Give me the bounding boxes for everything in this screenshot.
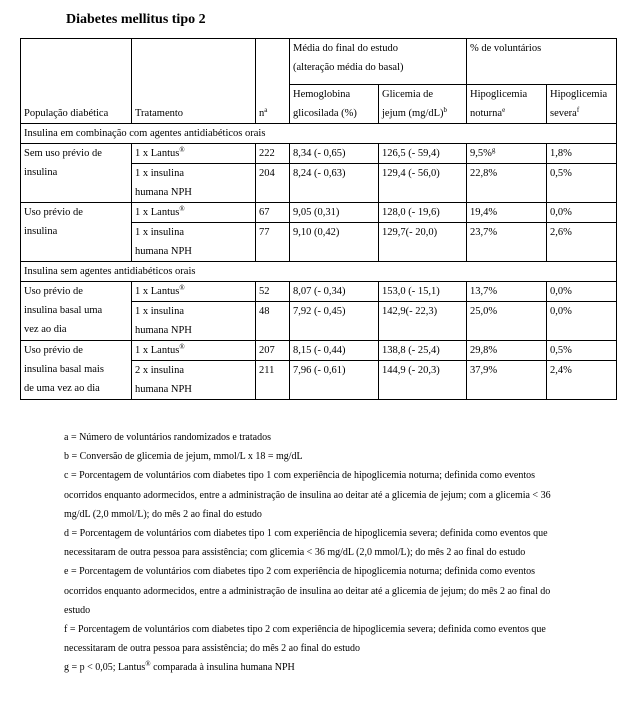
population-line: Sem uso prévio de bbox=[24, 148, 102, 159]
gl-cell: 138,8 (- 25,4) bbox=[379, 341, 467, 361]
population-line: insulina bbox=[24, 167, 58, 178]
hb-cell: 8,34 (- 0,65) bbox=[290, 144, 379, 164]
n-cell: 77 bbox=[256, 223, 290, 262]
footnotes bbox=[64, 428, 574, 678]
header-n bbox=[256, 39, 290, 124]
gl-cell: 129,4 (- 56,0) bbox=[379, 164, 467, 203]
registered-mark: ® bbox=[179, 146, 185, 154]
hn-cell bbox=[467, 144, 547, 164]
treatment-line: 1 x Lantus bbox=[135, 148, 180, 159]
header-trat: Tratamento bbox=[132, 39, 256, 124]
hn-value: 22,8% bbox=[470, 168, 498, 179]
treatment-line: humana NPH bbox=[135, 325, 192, 336]
section-label: Insulina sem agentes antidiabéticos orais bbox=[21, 262, 617, 282]
treatment-line: 1 x Lantus bbox=[135, 207, 180, 218]
header-hn-l2: noturna bbox=[470, 108, 503, 119]
hs-cell: 2,4% bbox=[547, 361, 617, 400]
header-gl bbox=[379, 85, 467, 124]
hn-cell bbox=[467, 361, 547, 400]
population-line: de uma vez ao dia bbox=[24, 383, 100, 394]
footnote-g-sup: ® bbox=[145, 660, 151, 669]
hb-cell: 9,05 (0,31) bbox=[290, 203, 379, 223]
hb-cell: 8,24 (- 0,63) bbox=[290, 164, 379, 203]
header-hn-sup: e bbox=[502, 106, 506, 114]
header-vol: % de voluntários bbox=[467, 39, 617, 85]
section-row bbox=[21, 124, 617, 144]
n-cell: 204 bbox=[256, 164, 290, 203]
header-hn-l1: Hipoglicemia bbox=[470, 89, 528, 100]
header-row bbox=[21, 39, 617, 85]
hb-cell: 7,92 (- 0,45) bbox=[290, 302, 379, 341]
header-gl-sup: b bbox=[443, 106, 448, 114]
results-table bbox=[20, 38, 617, 400]
footnote: d = Porcentagem de voluntários com diabetes tipo 1 com experiência de hipoglicemia severa; definida como eventos que necessitaram de outra pessoa para assistência; com glicemia < 36 mg/dL (2,0 mmol/L); do mês 2 ao final do estudo bbox=[64, 528, 548, 559]
hn-cell bbox=[467, 302, 547, 341]
header-pop: População diabética bbox=[21, 39, 132, 124]
header-media-l1: Média do final do estudo bbox=[293, 43, 398, 54]
population-line: insulina basal mais bbox=[24, 364, 104, 375]
table-row bbox=[21, 282, 617, 302]
footnote: c = Porcentagem de voluntários com diabetes tipo 1 com experiência de hipoglicemia noturna; definida como eventos ocorridos enquanto adormecidos, entre a administração de insulina ao deitar até a glicemia de jejum; com a glicemia < 36 mg/dL (2,0 mmol/L); do mês 2 ao final do estudo bbox=[64, 470, 551, 520]
hb-cell: 8,15 (- 0,44) bbox=[290, 341, 379, 361]
hs-cell: 1,8% bbox=[547, 144, 617, 164]
hn-value: 13,7% bbox=[470, 286, 498, 297]
registered-mark: ® bbox=[179, 343, 185, 351]
hn-cell bbox=[467, 282, 547, 302]
header-hb-l2: glicosilada (%) bbox=[293, 108, 357, 119]
treatment-cell bbox=[132, 302, 256, 341]
n-cell: 207 bbox=[256, 341, 290, 361]
treatment-cell bbox=[132, 282, 256, 302]
treatment-line: humana NPH bbox=[135, 384, 192, 395]
registered-mark: ® bbox=[179, 205, 185, 213]
table-row bbox=[21, 203, 617, 223]
footnote-g-pre: g = p < 0,05; Lantus bbox=[64, 662, 146, 674]
gl-cell: 142,9(- 22,3) bbox=[379, 302, 467, 341]
hn-cell bbox=[467, 341, 547, 361]
hn-value: 29,8% bbox=[470, 345, 498, 356]
hn-cell bbox=[467, 223, 547, 262]
treatment-cell bbox=[132, 164, 256, 203]
section-label: Insulina em combinação com agentes antidiabéticos orais bbox=[21, 124, 617, 144]
header-hs-sup: f bbox=[576, 106, 580, 114]
table-row bbox=[21, 341, 617, 361]
gl-cell: 126,5 (- 59,4) bbox=[379, 144, 467, 164]
hb-cell: 7,96 (- 0,61) bbox=[290, 361, 379, 400]
header-hs-l2: severa bbox=[550, 108, 577, 119]
gl-cell: 153,0 (- 15,1) bbox=[379, 282, 467, 302]
population-line: Uso prévio de bbox=[24, 207, 83, 218]
hb-cell: 8,07 (- 0,34) bbox=[290, 282, 379, 302]
treatment-line: 1 x Lantus bbox=[135, 345, 180, 356]
hn-value: 37,9% bbox=[470, 365, 498, 376]
registered-mark: ® bbox=[179, 284, 185, 292]
n-cell: 48 bbox=[256, 302, 290, 341]
header-n-text: n bbox=[259, 108, 265, 119]
population-cell bbox=[21, 282, 132, 341]
page-title: Diabetes mellitus tipo 2 bbox=[66, 12, 206, 27]
population-cell bbox=[21, 144, 132, 203]
footnote-g bbox=[64, 658, 574, 677]
footnote: a = Número de voluntários randomizados e tratados bbox=[64, 432, 271, 443]
hn-cell bbox=[467, 203, 547, 223]
footnote-g-post: comparada à insulina humana NPH bbox=[150, 662, 295, 674]
hs-cell: 0,0% bbox=[547, 282, 617, 302]
header-n-sup: a bbox=[264, 106, 268, 114]
hs-cell: 0,0% bbox=[547, 302, 617, 341]
treatment-line: 1 x insulina bbox=[135, 168, 184, 179]
hn-sup: g bbox=[491, 146, 496, 154]
footnote: b = Conversão de glicemia de jejum, mmol/L x 18 = mg/dL bbox=[64, 451, 303, 463]
treatment-cell bbox=[132, 341, 256, 361]
hb-cell: 9,10 (0,42) bbox=[290, 223, 379, 262]
n-cell: 52 bbox=[256, 282, 290, 302]
treatment-cell bbox=[132, 144, 256, 164]
header-gl-l1: Glicemia de bbox=[382, 89, 434, 100]
hs-cell: 2,6% bbox=[547, 223, 617, 262]
treatment-cell bbox=[132, 361, 256, 400]
treatment-cell bbox=[132, 203, 256, 223]
hs-cell: 0,0% bbox=[547, 203, 617, 223]
treatment-cell bbox=[132, 223, 256, 262]
treatment-line: 1 x insulina bbox=[135, 227, 184, 238]
treatment-line: 1 x Lantus bbox=[135, 286, 180, 297]
header-hb-l1: Hemoglobina bbox=[293, 89, 351, 100]
n-cell: 211 bbox=[256, 361, 290, 400]
section-row bbox=[21, 262, 617, 282]
hn-value: 25,0% bbox=[470, 306, 498, 317]
header-media-l2: (alteração média do basal) bbox=[293, 62, 404, 73]
header-hb bbox=[290, 85, 379, 124]
population-line: insulina bbox=[24, 226, 58, 237]
n-cell: 222 bbox=[256, 144, 290, 164]
footnote: f = Porcentagem de voluntários com diabetes tipo 2 com experiência de hipoglicemia severa; definida como eventos que necessitaram de outra pessoa para assistência; do mês 2 ao final do estudo bbox=[64, 624, 546, 655]
treatment-line: 1 x insulina bbox=[135, 306, 184, 317]
gl-cell: 128,0 (- 19,6) bbox=[379, 203, 467, 223]
treatment-line: humana NPH bbox=[135, 246, 192, 257]
hn-cell bbox=[467, 164, 547, 203]
n-cell: 67 bbox=[256, 203, 290, 223]
header-hs-l1: Hipoglicemia bbox=[550, 89, 608, 100]
header-hn bbox=[467, 85, 547, 124]
treatment-line: 2 x insulina bbox=[135, 365, 184, 376]
gl-cell: 144,9 (- 20,3) bbox=[379, 361, 467, 400]
population-line: insulina basal uma bbox=[24, 305, 103, 316]
header-hs bbox=[547, 85, 617, 124]
header-media bbox=[290, 39, 467, 85]
hn-value: 9,5% bbox=[470, 148, 492, 159]
table-row bbox=[21, 144, 617, 164]
population-line: Uso prévio de bbox=[24, 286, 83, 297]
hn-value: 19,4% bbox=[470, 207, 498, 218]
population-line: Uso prévio de bbox=[24, 345, 83, 356]
population-cell bbox=[21, 203, 132, 262]
population-cell bbox=[21, 341, 132, 400]
population-line: vez ao dia bbox=[24, 324, 67, 335]
hs-cell: 0,5% bbox=[547, 164, 617, 203]
header-gl-l2: jejum (mg/dL) bbox=[382, 108, 444, 119]
gl-cell: 129,7(- 20,0) bbox=[379, 223, 467, 262]
hs-cell: 0,5% bbox=[547, 341, 617, 361]
treatment-line: humana NPH bbox=[135, 187, 192, 198]
footnote: e = Porcentagem de voluntários com diabetes tipo 2 com experiência de hipoglicemia noturna; definida como eventos ocorridos enquanto adormecidos, entre a administração de insulina ao deitar até a glicemia de jejum; do mês 2 ao final do estudo bbox=[64, 566, 551, 616]
hn-value: 23,7% bbox=[470, 227, 498, 238]
